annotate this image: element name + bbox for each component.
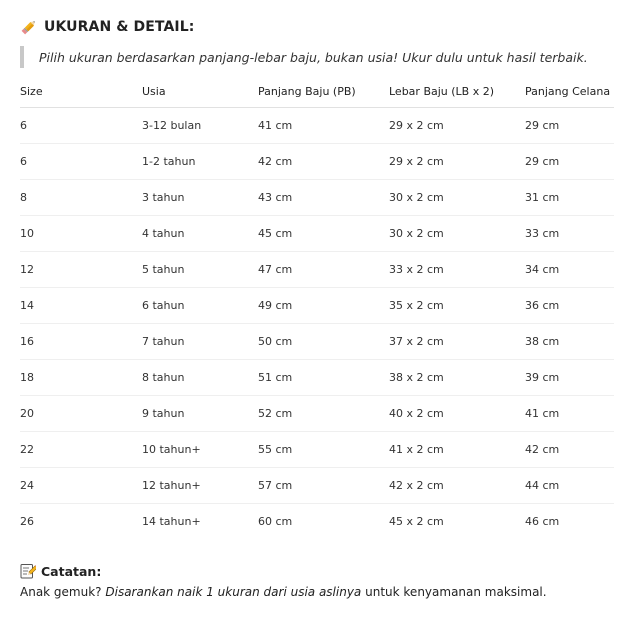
table-row [20, 288, 614, 324]
table-row [20, 504, 614, 540]
table-row [20, 252, 614, 288]
note-lead: Anak gemuk? [20, 585, 102, 599]
cell-usia: 9 tahun [142, 396, 258, 432]
cell-size: 18 [20, 360, 142, 396]
cell-lebar-baju: 33 x 2 cm [389, 252, 525, 288]
cell-lebar-baju: 45 x 2 cm [389, 515, 444, 528]
cell-lebar-baju: 30 x 2 cm [389, 216, 525, 252]
cell-size: 6 [20, 108, 142, 144]
table-row [20, 144, 614, 180]
note-title: Catatan: [41, 563, 102, 579]
cell-panjang-celana: 29 cm [525, 108, 614, 144]
cell-size: 14 [20, 288, 142, 324]
memo-icon [20, 563, 36, 579]
cell-usia: 10 tahun+ [142, 432, 258, 468]
table-row [20, 396, 614, 432]
table-row [20, 108, 614, 144]
cell-panjang-baju: 51 cm [258, 360, 389, 396]
cell-size: 24 [20, 468, 142, 504]
table-row [20, 468, 614, 504]
cell-panjang-baju: 47 cm [258, 252, 389, 288]
cell-panjang-celana: 33 cm [525, 216, 614, 252]
cell-size: 16 [20, 324, 142, 360]
table-header-row [20, 76, 614, 108]
header-usia: Usia [142, 76, 258, 108]
cell-panjang-celana: 41 cm [525, 396, 614, 432]
table-row [20, 324, 614, 360]
cell-usia: 1-2 tahun [142, 144, 258, 180]
size-table [20, 76, 614, 539]
cell-panjang-celana: 42 cm [525, 432, 614, 468]
header-lebar-baju: Lebar Baju (LB x 2) [389, 76, 525, 108]
cell-lebar-baju: 38 x 2 cm [389, 360, 525, 396]
cell-usia: 8 tahun [142, 360, 258, 396]
cell-panjang-baju: 41 cm [258, 108, 389, 144]
cell-lebar-baju: 35 x 2 cm [389, 288, 525, 324]
cell-panjang-celana: 38 cm [525, 324, 614, 360]
header-panjang-celana: Panjang Celana [525, 76, 614, 108]
cell-lebar-baju: 42 x 2 cm [389, 468, 525, 504]
cell-panjang-baju: 55 cm [258, 432, 389, 468]
cell-lebar-baju: 41 x 2 cm [389, 432, 525, 468]
cell-usia: 3-12 bulan [142, 108, 258, 144]
guide-quote [20, 46, 610, 68]
cell-size: 22 [20, 432, 142, 468]
table-row [20, 360, 614, 396]
note-heading [20, 562, 101, 580]
cell-lebar-baju: 29 x 2 cm [389, 108, 525, 144]
cell-panjang-baju: 45 cm [258, 216, 389, 252]
cell-lebar-baju: 30 x 2 cm [389, 180, 525, 216]
cell-panjang-baju: 50 cm [258, 324, 389, 360]
cell-usia: 4 tahun [142, 216, 258, 252]
cell-lebar-baju: 40 x 2 cm [389, 396, 525, 432]
cell-usia: 3 tahun [142, 180, 258, 216]
cell-panjang-baju: 60 cm [258, 515, 293, 528]
cell-lebar-baju: 29 x 2 cm [389, 144, 525, 180]
cell-lebar-baju: 37 x 2 cm [389, 324, 525, 360]
cell-panjang-baju: 52 cm [258, 396, 389, 432]
cell-panjang-celana: 39 cm [525, 360, 614, 396]
table-row [20, 216, 614, 252]
section-heading [20, 17, 194, 37]
cell-size: 12 [20, 252, 142, 288]
cell-usia: 5 tahun [142, 252, 258, 288]
cell-panjang-celana: 29 cm [525, 144, 614, 180]
cell-panjang-baju: 43 cm [258, 180, 389, 216]
quote-text: Pilih ukuran berdasarkan panjang-lebar baju, bukan usia! Ukur dulu untuk hasil terbaik. [39, 49, 588, 65]
pencil-icon [20, 18, 38, 36]
cell-panjang-celana: 31 cm [525, 180, 614, 216]
cell-usia: 12 tahun+ [142, 468, 258, 504]
cell-panjang-baju: 49 cm [258, 288, 389, 324]
cell-panjang-baju: 57 cm [258, 468, 389, 504]
table-row [20, 432, 614, 468]
cell-panjang-baju: 42 cm [258, 144, 389, 180]
cell-panjang-celana: 46 cm [525, 515, 560, 528]
cell-size: 6 [20, 144, 142, 180]
note-text [20, 585, 547, 603]
header-size: Size [20, 76, 142, 108]
cell-usia: 6 tahun [142, 288, 258, 324]
cell-size: 8 [20, 180, 142, 216]
cell-panjang-celana: 36 cm [525, 288, 614, 324]
note-emphasis: Disarankan naik 1 ukuran dari usia aslinya [105, 585, 362, 599]
cell-size: 20 [20, 396, 142, 432]
header-panjang-baju: Panjang Baju (PB) [258, 76, 389, 108]
cell-usia: 7 tahun [142, 324, 258, 360]
cell-size: 10 [20, 216, 142, 252]
cell-panjang-celana: 34 cm [525, 252, 614, 288]
cell-usia: 14 tahun+ [142, 515, 201, 528]
table-row [20, 180, 614, 216]
cell-panjang-celana: 44 cm [525, 468, 614, 504]
cell-size: 26 [20, 515, 34, 528]
section-title: UKURAN & DETAIL: [44, 19, 195, 35]
note-tail: untuk kenyamanan maksimal. [365, 585, 547, 599]
